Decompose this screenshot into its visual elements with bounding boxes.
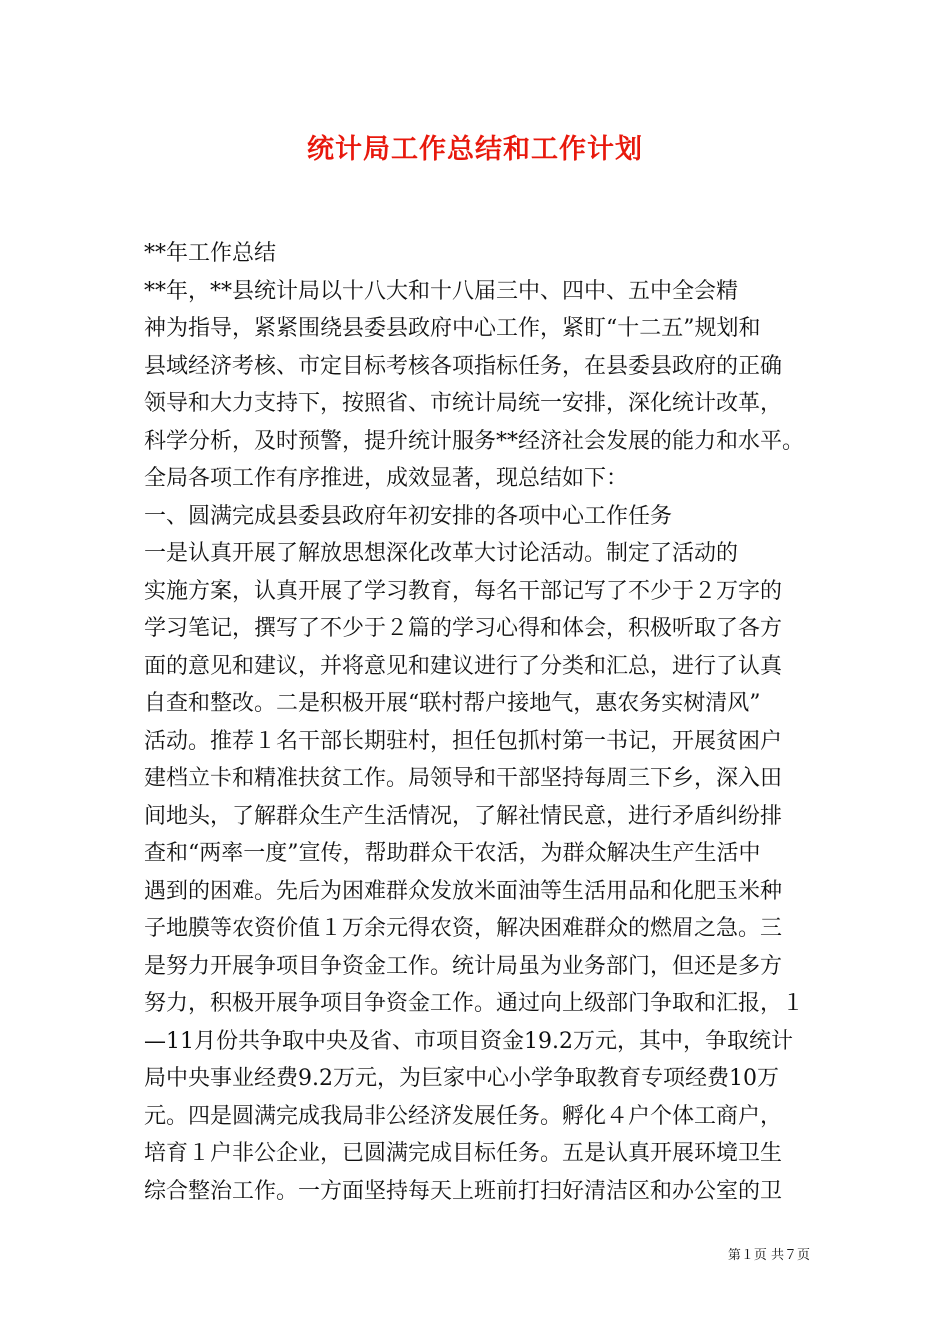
- paragraph-line: 子地膜等农资价值１万余元得农资，解决困难群众的燃眉之急。三: [144, 916, 783, 941]
- paragraph-line: **年工作总结: [144, 241, 277, 266]
- paragraph-line: —11月份共争取中央及省、市项目资金19.2万元，其中，争取统计: [144, 1028, 793, 1054]
- paragraph-line: 一、圆满完成县委县政府年初安排的各项中心工作任务: [144, 503, 673, 529]
- page-number: 第１页 共７页: [727, 1248, 810, 1263]
- paragraph-line: 查和“两率一度”宣传，帮助群众干农活，为群众解决生产生活中: [144, 841, 761, 866]
- paragraph-line: 科学分析，及时预警，提升统计服务**经济社会发展的能力和水平。: [144, 428, 805, 454]
- paragraph-line: 面的意见和建议，并将意见和建议进行了分类和汇总，进行了认真: [144, 653, 783, 679]
- paragraph-line: 实施方案，认真开展了学习教育，每名干部记写了不少于２万字的: [144, 578, 783, 604]
- paragraph-line: 元。四是圆满完成我局非公经济发展任务。孵化４户个体工商户，: [144, 1103, 783, 1129]
- paragraph-line: 建档立卡和精准扶贫工作。局领导和干部坚持每周三下乡，深入田: [144, 766, 783, 791]
- paragraph-line: **年，**县统计局以十八大和十八届三中、四中、五中全会精: [144, 278, 739, 304]
- paragraph-line: 自查和整改。二是积极开展“联村帮户接地气，惠农务实树清风”: [144, 691, 761, 716]
- document-title: 统计局工作总结和工作计划: [307, 134, 643, 165]
- paragraph-line: 间地头，了解群众生产生活情况，了解社情民意，进行矛盾纠纷排: [144, 803, 783, 829]
- paragraph-line: 培育１户非公企业，已圆满完成目标任务。五是认真开展环境卫生: [144, 1141, 783, 1166]
- paragraph-line: 神为指导，紧紧围绕县委县政府中心工作，紧盯“十二五”规划和: [144, 316, 761, 341]
- paragraph-line: 活动。推荐１名干部长期驻村，担任包抓村第一书记，开展贫困户: [144, 728, 783, 754]
- paragraph-line: 县域经济考核、市定目标考核各项指标任务，在县委县政府的正确: [144, 353, 783, 379]
- paragraph-line: 一是认真开展了解放思想深化改革大讨论活动。制定了活动的: [144, 541, 739, 566]
- paragraph-line: 全局各项工作有序推进，成效显著，现总结如下：: [144, 466, 629, 491]
- document-body: [144, 235, 816, 1210]
- paragraph-line: 遇到的困难。先后为困难群众发放米面油等生活用品和化肥玉米种: [144, 878, 783, 904]
- paragraph-line: 学习笔记，撰写了不少于２篇的学习心得和体会，积极听取了各方: [144, 616, 783, 641]
- paragraph-line: 努力，积极开展争项目争资金工作。通过向上级部门争取和汇报，１: [144, 991, 805, 1016]
- paragraph-line: 局中央事业经费9.2万元，为巨家中心小学争取教育专项经费10万: [144, 1066, 779, 1091]
- paragraph-line: 领导和大力支持下，按照省、市统计局统一安排，深化统计改革，: [144, 391, 783, 416]
- paragraph-line: 综合整治工作。一方面坚持每天上班前打扫好清洁区和办公室的卫: [144, 1178, 783, 1204]
- paragraph-line: 是努力开展争项目争资金工作。统计局虽为业务部门，但还是多方: [144, 953, 783, 979]
